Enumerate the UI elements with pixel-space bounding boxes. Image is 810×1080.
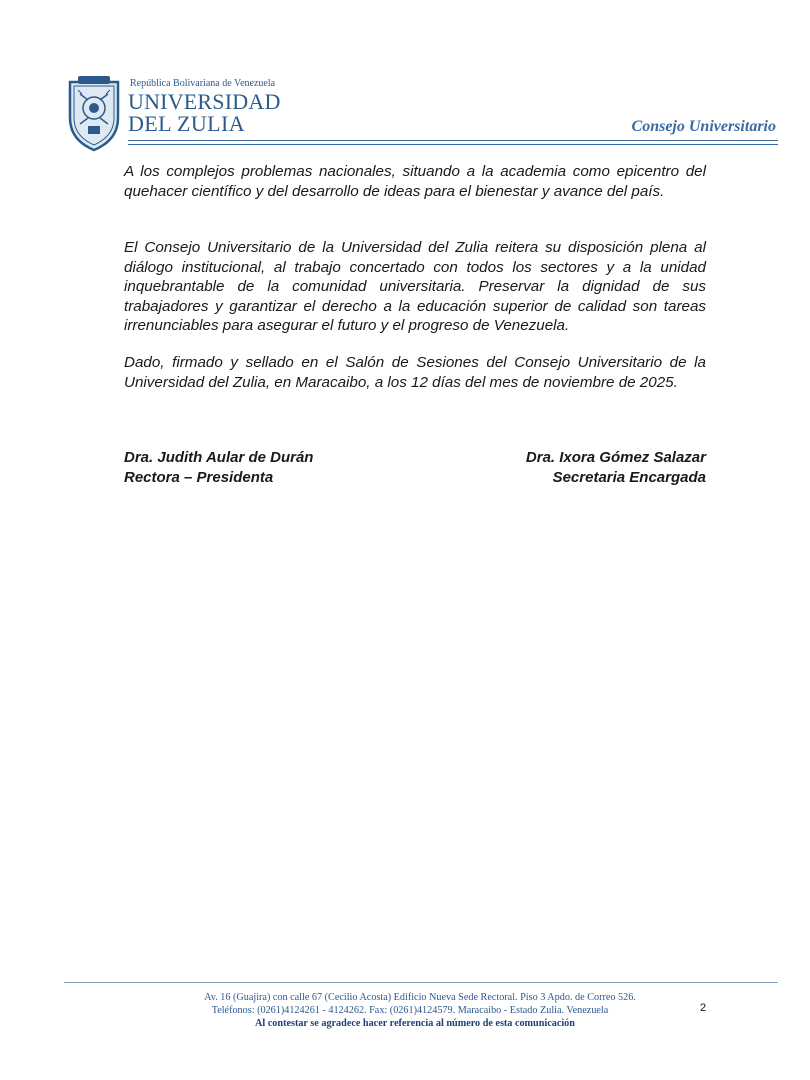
footer-divider <box>64 982 778 983</box>
footer-address <box>0 991 810 1030</box>
university-name-line1: UNIVERSIDAD <box>128 89 281 114</box>
footer-line-2: Teléfonos: (0261)4124261 - 4124262. Fax: (0261)4124579. Maracaibo - Estado Zulia. Venezuela <box>211 1005 609 1016</box>
footer-line-1: Av. 16 (Guajira) con calle 67 (Cecilio Acosta) Edificio Nueva Sede Rectoral. Piso 3 Apdo. de Correo 526. <box>204 992 636 1003</box>
header-divider-secondary <box>128 144 778 145</box>
footer-line-3: Al contestar se agradece hacer referencia al número de esta comunicación <box>255 1018 575 1029</box>
body-paragraph-3: Dado, firmado y sellado en el Salón de Sesiones del Consejo Universitario de la Universidad del Zulia, en Maracaibo, a los 12 días del mes de noviembre de 2025. <box>124 354 706 391</box>
body-paragraph-2: El Consejo Universitario de la Universidad del Zulia reitera su disposición plena al diálogo institucional, al trabajo concertado con todos los sectores y a la unidad inquebrantable de la comunidad universitaria. Preservar la dignidad de sus trabajadores y garantizar el derecho a la educación superior de calidad son tareas irrenunciables para asegurar el futuro y el progreso de Venezuela. <box>124 239 706 335</box>
header-divider <box>128 140 778 141</box>
university-name-line2: DEL ZULIA <box>128 111 246 136</box>
republic-label: República Bolivariana de Venezuela <box>130 78 276 89</box>
university-seal-logo <box>64 74 124 152</box>
signatory-title-right: Secretaria Encargada <box>552 468 706 486</box>
page-number: 2 <box>700 1002 707 1014</box>
signatory-name-left: Dra. Judith Aular de Durán <box>124 449 314 466</box>
signature-block-right <box>526 448 706 487</box>
signature-block-left <box>124 448 313 487</box>
signatory-title-left: Rectora – Presidenta <box>124 468 274 486</box>
council-title: Consejo Universitario <box>631 118 776 135</box>
body-paragraph-1: A los complejos problemas nacionales, situando a la academia como epicentro del quehacer científico y del desarrollo de ideas para el bienestar y avance del país. <box>124 163 706 200</box>
signatory-name-right: Dra. Ixora Gómez Salazar <box>525 449 706 466</box>
